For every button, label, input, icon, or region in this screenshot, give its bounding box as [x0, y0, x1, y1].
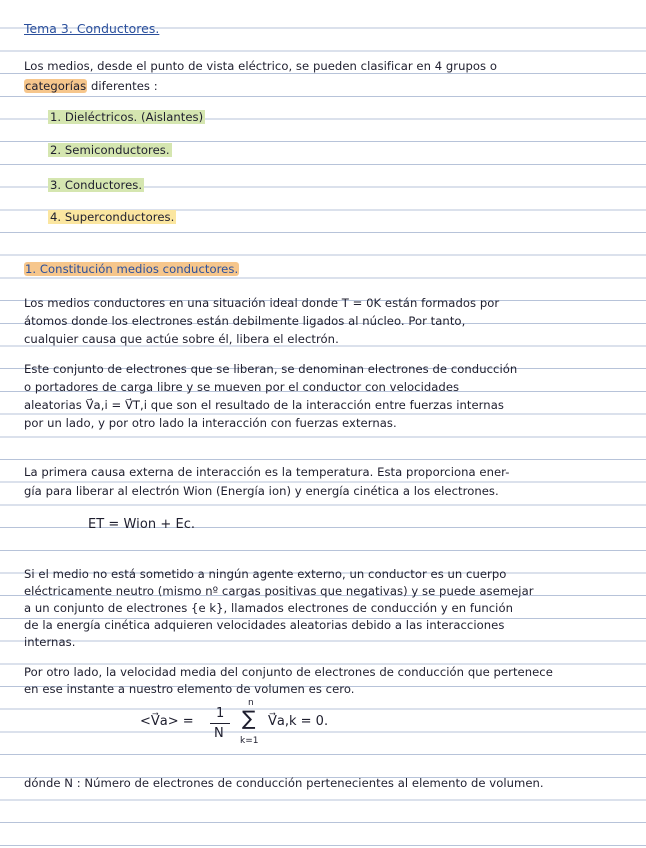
sum-icon: ∑: [242, 706, 256, 730]
mean-velocity-formula: [140, 698, 400, 754]
category-item: 1. Dieléctricos. (Aislantes): [50, 110, 204, 124]
paragraph-line: cualquier causa que actúe sobre él, libera el electrón.: [24, 332, 339, 346]
page-title: Tema 3. Conductores.: [24, 21, 160, 36]
fraction-numerator: 1: [216, 706, 225, 721]
paragraph-line: Si el medio no está sometido a ningún agente externo, un conductor es un cuerpo: [24, 567, 507, 581]
paragraph-line: de la energía cinética adquieren velocidades aleatorias debido a las interacciones: [24, 618, 505, 632]
paragraph-line: dónde N : Número de electrones de conducción pertenecientes al elemento de volumen.: [24, 776, 544, 790]
paragraph-line: Los medios conductores en una situación ideal donde T = 0K están formados por: [24, 296, 500, 310]
fraction-bar: [210, 723, 230, 724]
paragraph-line: Este conjunto de electrones que se liberan, se denominan electrones de conducción: [24, 362, 518, 376]
formula-term: V⃗a,k = 0.: [268, 714, 329, 729]
sum-top: n: [248, 698, 254, 708]
paragraph-line: en ese instante a nuestro elemento de volumen es cero.: [24, 682, 355, 696]
paragraph-line: La primera causa externa de interacción es la temperatura. Esta proporciona ener-: [24, 465, 510, 479]
paragraph-line: por un lado, y por otro lado la interacción con fuerzas externas.: [24, 416, 397, 430]
category-item: 4. Superconductores.: [50, 210, 175, 224]
section-title: 1. Constitución medios conductores.: [25, 262, 239, 276]
intro-line: categorías diferentes :: [25, 79, 158, 93]
paragraph-line: a un conjunto de electrones {e k}, llamados electrones de conducción y en función: [24, 601, 513, 615]
paragraph-line: átomos donde los electrones están debilmente ligados al núcleo. Por tanto,: [24, 314, 466, 328]
energy-formula: ET = Wion + Ec.: [88, 517, 196, 532]
highlight-categorias: categorías: [25, 79, 87, 93]
sum-bottom: k=1: [240, 736, 259, 746]
paragraph-line: gía para liberar al electrón Wion (Energía ion) y energía cinética a los electrones.: [24, 484, 499, 498]
paragraph-line: eléctricamente neutro (mismo nº cargas positivas que negativas) y se puede asemejar: [24, 584, 534, 598]
formula-lhs: <V⃗a> =: [140, 714, 194, 729]
category-item: 2. Semiconductores.: [50, 143, 170, 157]
paragraph-line: o portadores de carga libre y se mueven por el conductor con velocidades: [24, 380, 460, 394]
category-item: 3. Conductores.: [50, 178, 143, 192]
paragraph-line: aleatorias V⃗a,i = V⃗T,i que son el resultado de la interacción entre fuerzas internas: [24, 398, 504, 412]
fraction-denominator: N: [214, 726, 224, 741]
intro-line: Los medios, desde el punto de vista eléctrico, se pueden clasificar en 4 grupos o: [24, 59, 498, 73]
paragraph-line: Por otro lado, la velocidad media del conjunto de electrones de conducción que pertenece: [24, 665, 553, 679]
paragraph-line: internas.: [24, 635, 76, 649]
